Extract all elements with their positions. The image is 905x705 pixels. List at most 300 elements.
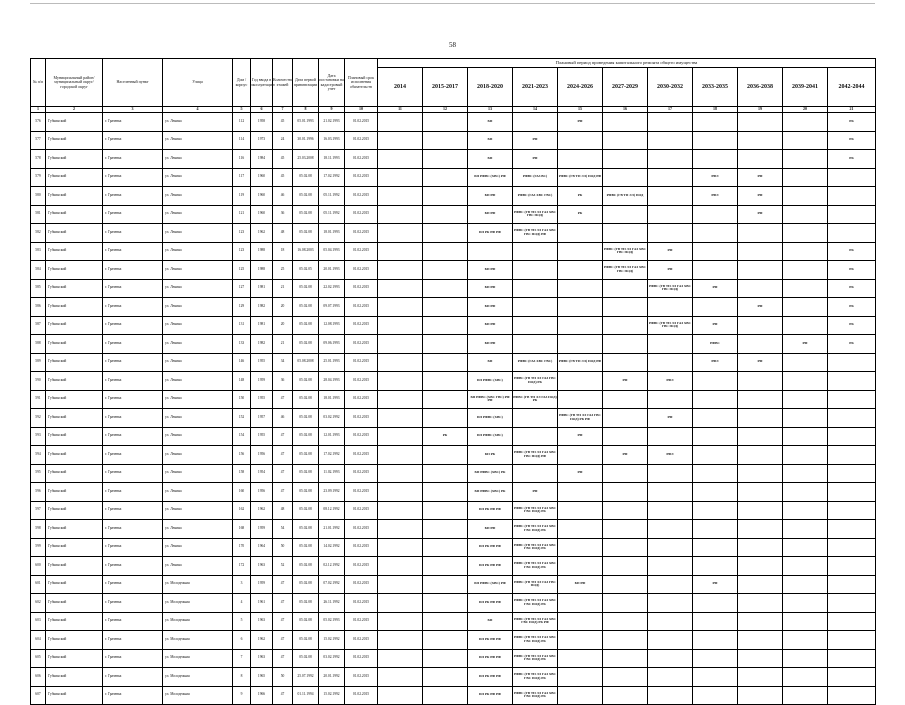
cell-d2: 07.02.1992 bbox=[319, 575, 345, 594]
cell-mun: Губкинский bbox=[46, 316, 103, 335]
cell-work-plan: РФВС (ГАЗ ВС) bbox=[513, 168, 558, 187]
table-row bbox=[31, 353, 876, 372]
cell-work-plan bbox=[693, 427, 738, 446]
cell-work-plan bbox=[783, 464, 828, 483]
cell-work-plan: БП bbox=[468, 131, 513, 150]
cell-work-plan bbox=[558, 150, 603, 169]
cell-d1: 05.02.08 bbox=[293, 520, 319, 539]
cell-year: 1959 bbox=[251, 520, 273, 539]
cell-work-plan bbox=[738, 649, 783, 668]
cell-work-plan: БП РФ bbox=[468, 261, 513, 280]
cell-d3: 01.02.2015 bbox=[345, 409, 378, 428]
cell-d3: 01.02.2015 bbox=[345, 298, 378, 317]
cell-mun: Губкинский bbox=[46, 390, 103, 409]
cell-work-plan bbox=[648, 353, 693, 372]
cell-street: ул. Ленина bbox=[163, 446, 233, 465]
cell-loc: г. Грачевка bbox=[103, 131, 163, 150]
cell-work-plan bbox=[513, 464, 558, 483]
cell-year: 1955 bbox=[251, 353, 273, 372]
cell-d2: 16.03.1993 bbox=[319, 131, 345, 150]
cell-work-plan bbox=[783, 668, 828, 687]
cell-work-plan bbox=[603, 335, 648, 354]
cell-work-plan bbox=[603, 298, 648, 317]
cell-work-plan bbox=[603, 501, 648, 520]
cell-work-plan bbox=[513, 113, 558, 132]
cell-work-plan bbox=[738, 464, 783, 483]
cell-work-plan bbox=[738, 131, 783, 150]
cell-d1: 05.02.08 bbox=[293, 298, 319, 317]
cell-work-plan bbox=[693, 631, 738, 650]
cell-work-plan: БП bbox=[468, 353, 513, 372]
cell-fl: 47 bbox=[273, 427, 293, 446]
cell-year: 1960 bbox=[251, 205, 273, 224]
cell-work-plan bbox=[603, 649, 648, 668]
cell-work-plan bbox=[783, 353, 828, 372]
cell-work-plan: РФ bbox=[648, 261, 693, 280]
cell-work-plan bbox=[648, 575, 693, 594]
cell-work-plan bbox=[378, 612, 423, 631]
cell-work-plan bbox=[738, 594, 783, 613]
cell-d3: 01.02.2015 bbox=[345, 205, 378, 224]
cell-work-plan bbox=[693, 594, 738, 613]
cell-street: ул. Молодежная bbox=[163, 612, 233, 631]
cell-mun: Губкинский bbox=[46, 612, 103, 631]
cell-work-plan bbox=[738, 483, 783, 502]
cell-work-plan: РК bbox=[558, 205, 603, 224]
cell-d2: 26.11.1992 bbox=[319, 594, 345, 613]
cell-work-plan: РФЭ bbox=[693, 187, 738, 206]
cell-d3: 01.02.2015 bbox=[345, 353, 378, 372]
cell-work-plan bbox=[558, 483, 603, 502]
cell-work-plan bbox=[423, 316, 468, 335]
cell-work-plan bbox=[828, 409, 876, 428]
cell-work-plan bbox=[783, 483, 828, 502]
cell-street: ул. Ленина bbox=[163, 557, 233, 576]
cell-house: 117 bbox=[233, 168, 251, 187]
cell-work-plan: БП РФВС (ХВС) РФ bbox=[468, 168, 513, 187]
cell-loc: г. Грачевка bbox=[103, 261, 163, 280]
cell-loc: г. Грачевка bbox=[103, 279, 163, 298]
table-row bbox=[31, 372, 876, 391]
cell-house: 127 bbox=[233, 279, 251, 298]
header-n: № п/п bbox=[31, 59, 46, 107]
cell-work-plan bbox=[423, 520, 468, 539]
cell-fl: 46 bbox=[273, 187, 293, 206]
cell-mun: Губкинский bbox=[46, 298, 103, 317]
cell-d1: 05.01.1993 bbox=[293, 113, 319, 132]
cell-work-plan bbox=[378, 279, 423, 298]
cell-work-plan bbox=[693, 686, 738, 705]
cell-work-plan: РФ bbox=[738, 298, 783, 317]
cell-work-plan bbox=[378, 409, 423, 428]
table-row bbox=[31, 538, 876, 557]
table-row bbox=[31, 335, 876, 354]
cell-work-plan bbox=[423, 575, 468, 594]
cell-mun: Губкинский bbox=[46, 113, 103, 132]
cell-loc: г. Грачевка bbox=[103, 409, 163, 428]
header-year: 2039-2041 bbox=[783, 68, 828, 107]
table-row bbox=[31, 242, 876, 261]
header-floors: Количество этажей bbox=[273, 59, 293, 107]
cell-work-plan bbox=[558, 298, 603, 317]
cell-d3: 01.02.2015 bbox=[345, 501, 378, 520]
cell-work-plan bbox=[378, 464, 423, 483]
cell-street: ул. Ленина bbox=[163, 150, 233, 169]
cell-mun: Губкинский bbox=[46, 187, 103, 206]
cell-work-plan bbox=[783, 557, 828, 576]
header-year: 2021-2023 bbox=[513, 68, 558, 107]
cell-street: ул. Ленина bbox=[163, 372, 233, 391]
cell-work-plan bbox=[738, 427, 783, 446]
header-year: 2014 bbox=[378, 68, 423, 107]
cell-work-plan bbox=[693, 557, 738, 576]
cell-street: ул. Ленина bbox=[163, 224, 233, 243]
cell-work-plan bbox=[783, 242, 828, 261]
cell-work-plan bbox=[603, 631, 648, 650]
cell-work-plan: РК bbox=[423, 427, 468, 446]
header-year: 2027-2029 bbox=[603, 68, 648, 107]
table-row bbox=[31, 446, 876, 465]
cell-fl: 45 bbox=[273, 113, 293, 132]
cell-work-plan: РФВС (ГВ ТП ЭЭ) ПОД РФ bbox=[558, 353, 603, 372]
cell-n: 606 bbox=[31, 668, 46, 687]
cell-work-plan bbox=[693, 501, 738, 520]
table-row bbox=[31, 261, 876, 280]
cell-work-plan bbox=[648, 538, 693, 557]
cell-d2: 18.11.1993 bbox=[319, 150, 345, 169]
cell-work-plan bbox=[828, 594, 876, 613]
cell-fl: 45 bbox=[273, 150, 293, 169]
cell-loc: г. Грачевка bbox=[103, 242, 163, 261]
table-row bbox=[31, 594, 876, 613]
cell-work-plan bbox=[603, 557, 648, 576]
cell-street: ул. Ленина bbox=[163, 131, 233, 150]
cell-work-plan bbox=[783, 316, 828, 335]
cell-work-plan bbox=[738, 501, 783, 520]
cell-work-plan bbox=[783, 113, 828, 132]
cell-work-plan: РФ bbox=[738, 353, 783, 372]
cell-n: 576 bbox=[31, 113, 46, 132]
top-border-line bbox=[30, 3, 875, 4]
cell-work-plan bbox=[378, 316, 423, 335]
cell-house: 152 bbox=[233, 409, 251, 428]
table-row bbox=[31, 483, 876, 502]
capital-repair-table bbox=[30, 58, 876, 705]
cell-work-plan bbox=[423, 224, 468, 243]
cell-work-plan bbox=[558, 686, 603, 705]
cell-street: ул. Ленина bbox=[163, 205, 233, 224]
cell-work-plan bbox=[693, 113, 738, 132]
cell-work-plan: РФВС (ГВ ТП ЭЭ ГАЗ ХВС ГВС ПОД) РК РФ bbox=[513, 612, 558, 631]
cell-fl: 20 bbox=[273, 316, 293, 335]
cell-fl: 47 bbox=[273, 594, 293, 613]
cell-work-plan bbox=[423, 612, 468, 631]
cell-d1: 16.08.2003 bbox=[293, 242, 319, 261]
cell-fl: 45 bbox=[273, 168, 293, 187]
header-street: Улица bbox=[163, 59, 233, 107]
cell-work-plan bbox=[423, 131, 468, 150]
page-number: 58 bbox=[449, 41, 456, 49]
cell-d1: 05.02.08 bbox=[293, 279, 319, 298]
column-number: 21 bbox=[828, 107, 876, 113]
cell-house: 4 bbox=[233, 594, 251, 613]
table-row bbox=[31, 668, 876, 687]
cell-d1: 05.08.2008 bbox=[293, 353, 319, 372]
cell-n: 584 bbox=[31, 261, 46, 280]
cell-work-plan: БП bbox=[468, 150, 513, 169]
cell-d2: 17.02.1992 bbox=[319, 446, 345, 465]
cell-work-plan bbox=[783, 261, 828, 280]
cell-work-plan bbox=[603, 409, 648, 428]
cell-n: 605 bbox=[31, 649, 46, 668]
cell-house: 131 bbox=[233, 316, 251, 335]
cell-work-plan bbox=[738, 390, 783, 409]
cell-d1: 05.02.08 bbox=[293, 464, 319, 483]
cell-n: 591 bbox=[31, 390, 46, 409]
cell-work-plan bbox=[378, 483, 423, 502]
cell-fl: 46 bbox=[273, 409, 293, 428]
cell-mun: Губкинский bbox=[46, 372, 103, 391]
table-body bbox=[31, 113, 876, 705]
cell-work-plan bbox=[558, 335, 603, 354]
cell-n: 597 bbox=[31, 501, 46, 520]
cell-work-plan bbox=[423, 150, 468, 169]
column-number: 6 bbox=[251, 107, 273, 113]
cell-year: 1965 bbox=[251, 668, 273, 687]
cell-d2: 09.06.1993 bbox=[319, 335, 345, 354]
cell-n: 581 bbox=[31, 205, 46, 224]
cell-work-plan bbox=[558, 520, 603, 539]
cell-work-plan: БП РФВС (ХВС) bbox=[468, 372, 513, 391]
cell-d2: 20.01.1993 bbox=[319, 261, 345, 280]
cell-work-plan bbox=[423, 557, 468, 576]
column-number: 10 bbox=[345, 107, 378, 113]
cell-work-plan: РФ bbox=[558, 464, 603, 483]
cell-work-plan bbox=[513, 242, 558, 261]
cell-house: 114 bbox=[233, 131, 251, 150]
cell-d3: 01.02.2015 bbox=[345, 335, 378, 354]
cell-street: ул. Ленина bbox=[163, 464, 233, 483]
cell-street: ул. Ленина bbox=[163, 483, 233, 502]
cell-d2: 21.02.1993 bbox=[319, 113, 345, 132]
cell-work-plan bbox=[558, 501, 603, 520]
column-number: 8 bbox=[293, 107, 319, 113]
cell-work-plan bbox=[738, 261, 783, 280]
cell-d2: 18.01.1993 bbox=[319, 390, 345, 409]
cell-work-plan bbox=[783, 631, 828, 650]
cell-work-plan: РФ bbox=[693, 575, 738, 594]
cell-work-plan bbox=[378, 187, 423, 206]
table-row bbox=[31, 575, 876, 594]
cell-mun: Губкинский bbox=[46, 483, 103, 502]
cell-work-plan: БП РК РФ РФ bbox=[468, 594, 513, 613]
table-row bbox=[31, 279, 876, 298]
cell-work-plan bbox=[378, 113, 423, 132]
header-year: 2033-2035 bbox=[693, 68, 738, 107]
table-row bbox=[31, 113, 876, 132]
cell-n: 588 bbox=[31, 335, 46, 354]
cell-d3: 01.02.2015 bbox=[345, 538, 378, 557]
cell-work-plan bbox=[648, 113, 693, 132]
cell-fl: 21 bbox=[273, 279, 293, 298]
cell-work-plan bbox=[558, 279, 603, 298]
cell-d1: 05.02.08 bbox=[293, 575, 319, 594]
cell-work-plan bbox=[603, 464, 648, 483]
cell-work-plan bbox=[648, 557, 693, 576]
cell-house: 129 bbox=[233, 298, 251, 317]
cell-d3: 01.02.2015 bbox=[345, 446, 378, 465]
cell-d3: 01.02.2015 bbox=[345, 242, 378, 261]
cell-year: 1960 bbox=[251, 187, 273, 206]
cell-fl: 47 bbox=[273, 612, 293, 631]
cell-d1: 01.11.1994 bbox=[293, 686, 319, 705]
cell-year: 1988 bbox=[251, 242, 273, 261]
cell-fl: 47 bbox=[273, 464, 293, 483]
header-municipality: Муниципальный район/муниципальный округ/городской округ bbox=[46, 59, 103, 107]
cell-house: 148 bbox=[233, 372, 251, 391]
cell-n: 602 bbox=[31, 594, 46, 613]
cell-work-plan bbox=[693, 483, 738, 502]
cell-year: 1961 bbox=[251, 594, 273, 613]
table-row bbox=[31, 187, 876, 206]
cell-work-plan bbox=[648, 150, 693, 169]
cell-year: 1956 bbox=[251, 483, 273, 502]
cell-d3: 01.02.2015 bbox=[345, 612, 378, 631]
cell-year: 1956 bbox=[251, 446, 273, 465]
cell-street: ул. Ленина bbox=[163, 520, 233, 539]
cell-street: ул. Ленина bbox=[163, 353, 233, 372]
cell-d3: 01.02.2015 bbox=[345, 224, 378, 243]
cell-d2: 03.02.1992 bbox=[319, 409, 345, 428]
cell-work-plan bbox=[378, 353, 423, 372]
cell-mun: Губкинский bbox=[46, 242, 103, 261]
cell-mun: Губкинский bbox=[46, 446, 103, 465]
header-deadline: Плановый срок исполнения обязательств bbox=[345, 59, 378, 107]
cell-d1: 05.02.08 bbox=[293, 557, 319, 576]
cell-work-plan bbox=[828, 187, 876, 206]
cell-work-plan bbox=[693, 298, 738, 317]
cell-house: 160 bbox=[233, 483, 251, 502]
cell-fl: 36 bbox=[273, 372, 293, 391]
cell-d3: 01.02.2015 bbox=[345, 631, 378, 650]
cell-work-plan: РФВС (ГВ ТП ЭЭ ГАЗ ПОД) РК bbox=[513, 390, 558, 409]
cell-mun: Губкинский bbox=[46, 631, 103, 650]
cell-d1: 05.02.08 bbox=[293, 390, 319, 409]
cell-work-plan: БП РК РФ РФ bbox=[468, 557, 513, 576]
cell-work-plan bbox=[378, 261, 423, 280]
cell-work-plan: РФВС (ГВ ТП ЭЭ ГАЗ ХВС ГВС ПОД) bbox=[603, 261, 648, 280]
cell-mun: Губкинский bbox=[46, 575, 103, 594]
cell-street: ул. Молодежная bbox=[163, 594, 233, 613]
cell-work-plan: БП РК bbox=[468, 446, 513, 465]
cell-work-plan bbox=[468, 242, 513, 261]
column-number: 11 bbox=[378, 107, 423, 113]
cell-street: ул. Ленина bbox=[163, 298, 233, 317]
cell-street: ул. Ленина bbox=[163, 168, 233, 187]
cell-work-plan bbox=[738, 316, 783, 335]
cell-house: 158 bbox=[233, 464, 251, 483]
column-number: 3 bbox=[103, 107, 163, 113]
cell-loc: г. Грачевка bbox=[103, 686, 163, 705]
cell-work-plan bbox=[423, 649, 468, 668]
cell-n: 601 bbox=[31, 575, 46, 594]
cell-house: 150 bbox=[233, 390, 251, 409]
cell-work-plan: РФВС (ГВ ТП ЭЭ) ПОД РФ bbox=[558, 168, 603, 187]
cell-work-plan bbox=[783, 298, 828, 317]
cell-loc: г. Грачевка bbox=[103, 372, 163, 391]
column-number: 5 bbox=[233, 107, 251, 113]
cell-street: ул. Ленина bbox=[163, 279, 233, 298]
cell-work-plan bbox=[423, 631, 468, 650]
cell-year: 1959 bbox=[251, 575, 273, 594]
cell-n: 598 bbox=[31, 520, 46, 539]
cell-work-plan: РФВС (ГАЗ ХВС ГВС) bbox=[513, 353, 558, 372]
cell-n: 596 bbox=[31, 483, 46, 502]
cell-loc: г. Грачевка bbox=[103, 446, 163, 465]
cell-d1: 05.02.08 bbox=[293, 538, 319, 557]
cell-work-plan bbox=[693, 131, 738, 150]
cell-mun: Губкинский bbox=[46, 261, 103, 280]
cell-work-plan: РК bbox=[828, 131, 876, 150]
cell-fl: 47 bbox=[273, 631, 293, 650]
cell-fl: 54 bbox=[273, 520, 293, 539]
cell-work-plan bbox=[783, 150, 828, 169]
cell-work-plan: РК bbox=[828, 316, 876, 335]
cell-loc: г. Грачевка bbox=[103, 150, 163, 169]
cell-n: 580 bbox=[31, 187, 46, 206]
cell-d1: 05.02.08 bbox=[293, 335, 319, 354]
cell-work-plan bbox=[693, 261, 738, 280]
cell-loc: г. Грачевка bbox=[103, 575, 163, 594]
cell-work-plan bbox=[423, 205, 468, 224]
cell-d3: 01.02.2015 bbox=[345, 668, 378, 687]
cell-work-plan bbox=[513, 279, 558, 298]
cell-work-plan bbox=[783, 501, 828, 520]
cell-year: 1962 bbox=[251, 631, 273, 650]
cell-d3: 01.02.2015 bbox=[345, 131, 378, 150]
cell-work-plan: БП РФ bbox=[468, 205, 513, 224]
cell-house: 5 bbox=[233, 612, 251, 631]
cell-d2: 03.02.1992 bbox=[319, 649, 345, 668]
cell-d1: 05.02.08 bbox=[293, 594, 319, 613]
cell-house: 121 bbox=[233, 205, 251, 224]
cell-work-plan bbox=[603, 575, 648, 594]
cell-house: 133 bbox=[233, 335, 251, 354]
cell-work-plan: РК bbox=[828, 261, 876, 280]
cell-year: 1982 bbox=[251, 298, 273, 317]
cell-fl: 47 bbox=[273, 483, 293, 502]
cell-fl: 47 bbox=[273, 649, 293, 668]
cell-work-plan: РФВС (ГВ ТП ЭЭ ГАЗ ГВС ПОД) bbox=[513, 575, 558, 594]
cell-work-plan bbox=[423, 353, 468, 372]
cell-fl: 25 bbox=[273, 261, 293, 280]
column-number: 14 bbox=[513, 107, 558, 113]
cell-work-plan bbox=[558, 316, 603, 335]
cell-work-plan: РФВС (ГАЗ ХВС ГВС) bbox=[513, 187, 558, 206]
cell-work-plan bbox=[603, 594, 648, 613]
cell-work-plan bbox=[828, 483, 876, 502]
cell-d1: 05.02.08 bbox=[293, 409, 319, 428]
table-row bbox=[31, 390, 876, 409]
cell-work-plan bbox=[828, 205, 876, 224]
cell-work-plan bbox=[693, 224, 738, 243]
cell-work-plan bbox=[513, 427, 558, 446]
cell-work-plan: БП РК РФ РФ bbox=[468, 686, 513, 705]
cell-street: ул. Молодежная bbox=[163, 686, 233, 705]
cell-house: 123 bbox=[233, 242, 251, 261]
cell-work-plan: РФ bbox=[693, 316, 738, 335]
cell-year: 1959 bbox=[251, 372, 273, 391]
